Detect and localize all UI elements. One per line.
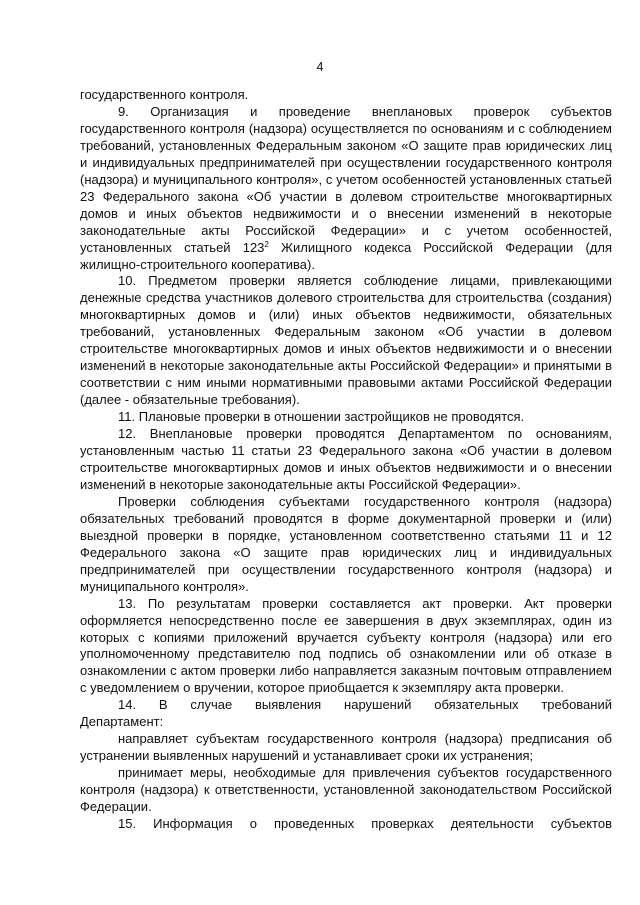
paragraph-12: 12. Внеплановые проверки проводятся Департаментом по основаниям, установленным частью 11 статьи 23 Федерального закона «Об участии в долевом строительстве многоквартирных домов и иных объектов недвижимости и о внесении изменений в некоторые законодательные акты Российской Федерации». [80, 426, 612, 492]
department-label: Департамент: [80, 714, 164, 730]
paragraph-directs: направляет субъектам государственного контроля (надзора) предписания об устранении выявленных нарушений и устанавливает сроки их устранения; [80, 731, 612, 764]
paragraph-14: 14. В случае выявления нарушений обязательных требований [118, 697, 612, 713]
page-number: 4 [316, 60, 324, 74]
paragraph-measures: принимает меры, необходимые для привлечения субъектов государственного контроля (надзора) к ответственности, установленной законодательством Российской Федерации. [80, 765, 612, 815]
paragraph-continuation: государственного контроля. [80, 87, 249, 102]
paragraph-11: 11. Плановые проверки в отношении застройщиков не проводятся. [118, 409, 525, 425]
paragraph-13: 13. По результатам проверки составляется акт проверки. Акт проверки оформляется непосредственно после ее завершения в двух экземплярах, один из которых с копиями приложений вручается субъекту контроля (надзора) или его уполномоченному представителю под подпись об ознакомлении или об отказе в ознакомлении с актом проверки либо направляется заказным почтовым отправлением с уведомлением о вручении, которое приобщается к экземпляру акта проверки. [80, 595, 612, 696]
paragraph-15: 15. Информация о проведенных проверках деятельности субъектов [118, 815, 612, 831]
paragraph-9 [80, 104, 612, 274]
document-body [80, 87, 612, 833]
paragraph-checks: Проверки соблюдения субъектами государственного контроля (надзора) обязательных требований проводятся в форме документарной проверки и (или) выездной проверки в порядке, установленном соответственно статьями 11 и 12 Федерального закона «О защите прав юридических лиц и индивидуальных предпринимателей при осуществлении государственного контроля (надзора) и муниципального контроля». [80, 493, 612, 594]
paragraph-10: 10. Предметом проверки является соблюдение лицами, привлекающими денежные средства участников долевого строительства для строительства (создания) многоквартирных домов и (или) иных объектов недвижимости, обязательных требований, установленных Федеральным законом «Об участии в долевом строительстве многоквартирных домов и иных объектов недвижимости и о внесении изменений в некоторые законодательные акты Российской Федерации» и принятыми в соответствии с ним иными нормативными правовыми актами Российской Федерации (далее - обязательные требования). [80, 273, 612, 408]
paragraph-9-text: 9. Организация и проведение внеплановых проверок субъектов государственного контроля (надзора) осуществляется по основаниям и с соблюдением требований, установленных Федеральным законом «О защите прав юридических лиц и индивидуальных предпринимателей при осуществлении государственного контроля (надзора) и муниципального контроля», с учетом особенностей установленных статьей 23 Федерального закона «Об участии в долевом строительстве многоквартирных домов и иных объектов недвижимости и о внесении изменений в некоторые законодательные акты Российской Федерации» и с учетом особенностей, установленных статьей 123 [80, 103, 612, 255]
paragraph-9-tail: Жилищного кодекса Российской Федерации (для жилищно-строительного кооператива). [80, 239, 612, 272]
superscript-2: 2 [264, 239, 269, 249]
